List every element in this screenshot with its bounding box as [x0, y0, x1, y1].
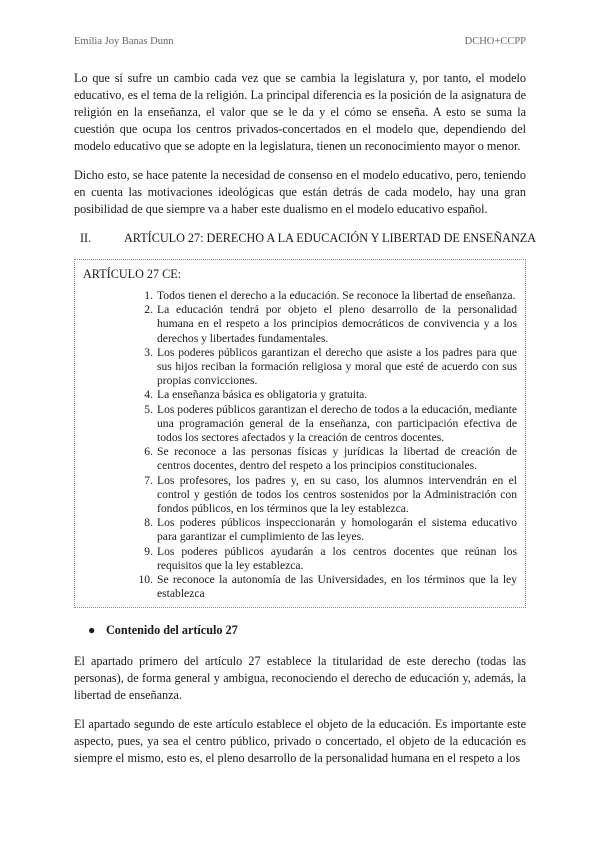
list-item — [144, 303, 517, 346]
list-item-number: 7. — [144, 473, 153, 487]
list-item-text: La enseñanza básica es obligatoria y gratuita. — [157, 388, 368, 402]
list-item-number: 5. — [144, 402, 153, 416]
list-item-text: Los poderes públicos garantizan el derecho de todos a la educación, mediante una programación general de la enseñanza, con participación efectiva de todos los sectores afectados y la creación de centros docentes. — [157, 402, 517, 445]
list-item — [144, 473, 517, 517]
list-item-number: 3. — [144, 345, 153, 359]
article-items-list — [83, 289, 517, 601]
document-body — [74, 70, 537, 779]
article-27-box — [74, 259, 526, 608]
list-item-text: Los poderes públicos garantizan el derecho que asiste a los padres para que sus hijos reciban la formación religiosa y moral que esté de acuerdo con sus propias convicciones. — [157, 345, 517, 388]
list-item — [144, 544, 517, 573]
article-title: ARTÍCULO 27 CE: — [83, 267, 182, 281]
list-item-number: 9. — [144, 544, 153, 558]
list-item-text: Se reconoce a las personas físicas y jurídicas la libertad de creación de centros docentes, dentro del respeto a los principios constitucionales. — [157, 445, 517, 473]
list-item-number: 6. — [144, 445, 153, 459]
header-course: DCHO+CCPP — [464, 36, 526, 47]
subheading-text: Contenido del artículo 27 — [106, 623, 238, 638]
list-item-number: 10. — [138, 573, 153, 587]
list-item-text: Los profesores, los padres y, en su caso, los alumnos intervendrán en el control y gestión de todos los centros sostenidos por la Administración con fondos públicos, en los términos que la ley establezca. — [157, 473, 517, 516]
section-title: ARTÍCULO 27: DERECHO A LA EDUCACIÓN Y LIBERTAD DE ENSEÑANZA — [124, 231, 537, 245]
list-item — [144, 516, 517, 544]
list-item-text: Todos tienen el derecho a la educación. Se reconoce la libertad de enseñanza. — [157, 289, 516, 302]
list-item-text: Los poderes públicos inspeccionarán y homologarán el sistema educativo para garantizar el cumplimiento de las leyes. — [157, 516, 517, 544]
list-item-number: 2. — [144, 303, 153, 317]
subheading — [88, 622, 526, 639]
paragraph: El apartado segundo de este artículo establece el objeto de la educación. Es importante este aspecto, pues, ya sea el centro público, privado o concertado, el objeto de la educación es siempre el mismo, esto es, el pleno desarrollo de la personalidad humana en el respeto a los — [74, 717, 526, 766]
section-heading — [80, 230, 537, 247]
list-item-number: 1. — [144, 289, 153, 302]
list-item-text: Los poderes públicos ayudarán a los centros docentes que reúnan los requisitos que la ley establezca. — [157, 544, 517, 572]
list-item-number: 8. — [144, 516, 153, 530]
paragraph: Dicho esto, se hace patente la necesidad de consenso en el modelo educativo, pero, teniendo en cuenta las motivaciones ideológicas que están detrás de cada modelo, hay una gran posibilidad de que siempre va a haber este dualismo en el modelo educativo español. — [74, 168, 526, 216]
list-item — [144, 388, 517, 402]
paragraph: Lo que sí sufre un cambio cada vez que se cambia la legislatura y, por tanto, el modelo educativo, es el tema de la religión. La principal diferencia es la posición de la asignatura de religión en la enseñanza, el valor que se le da y el cómo se enseña. A esto se suma la cuestión que ocupa los centros privados-concertados en el modelo que, dependiendo del modelo educativo que se adopte en la legislatura, tienen un reconocimiento mayor o menor. — [74, 71, 526, 153]
list-item — [144, 402, 517, 446]
list-item-number: 4. — [144, 388, 153, 402]
list-item — [144, 289, 517, 303]
header-author: Emilia Joy Banas Dunn — [74, 36, 174, 47]
list-item-text: La educación tendrá por objeto el pleno desarrollo de la personalidad humana en el respeto a los principios democráticos de convivencia y a los derechos y libertades fundamentales. — [157, 303, 517, 345]
list-item — [144, 445, 517, 473]
bullet-icon: ● — [88, 623, 96, 638]
list-item — [144, 345, 517, 389]
list-item — [138, 573, 517, 601]
paragraph: El apartado primero del artículo 27 establece la titularidad de este derecho (todas las personas), de forma general y ambigua, reconociendo el derecho de educación y, además, la libertad de enseñanza. — [74, 654, 526, 703]
section-number: II. — [80, 231, 92, 245]
list-item-text: Se reconoce la autonomía de las Universidades, en los términos que la ley establezca — [157, 573, 517, 601]
